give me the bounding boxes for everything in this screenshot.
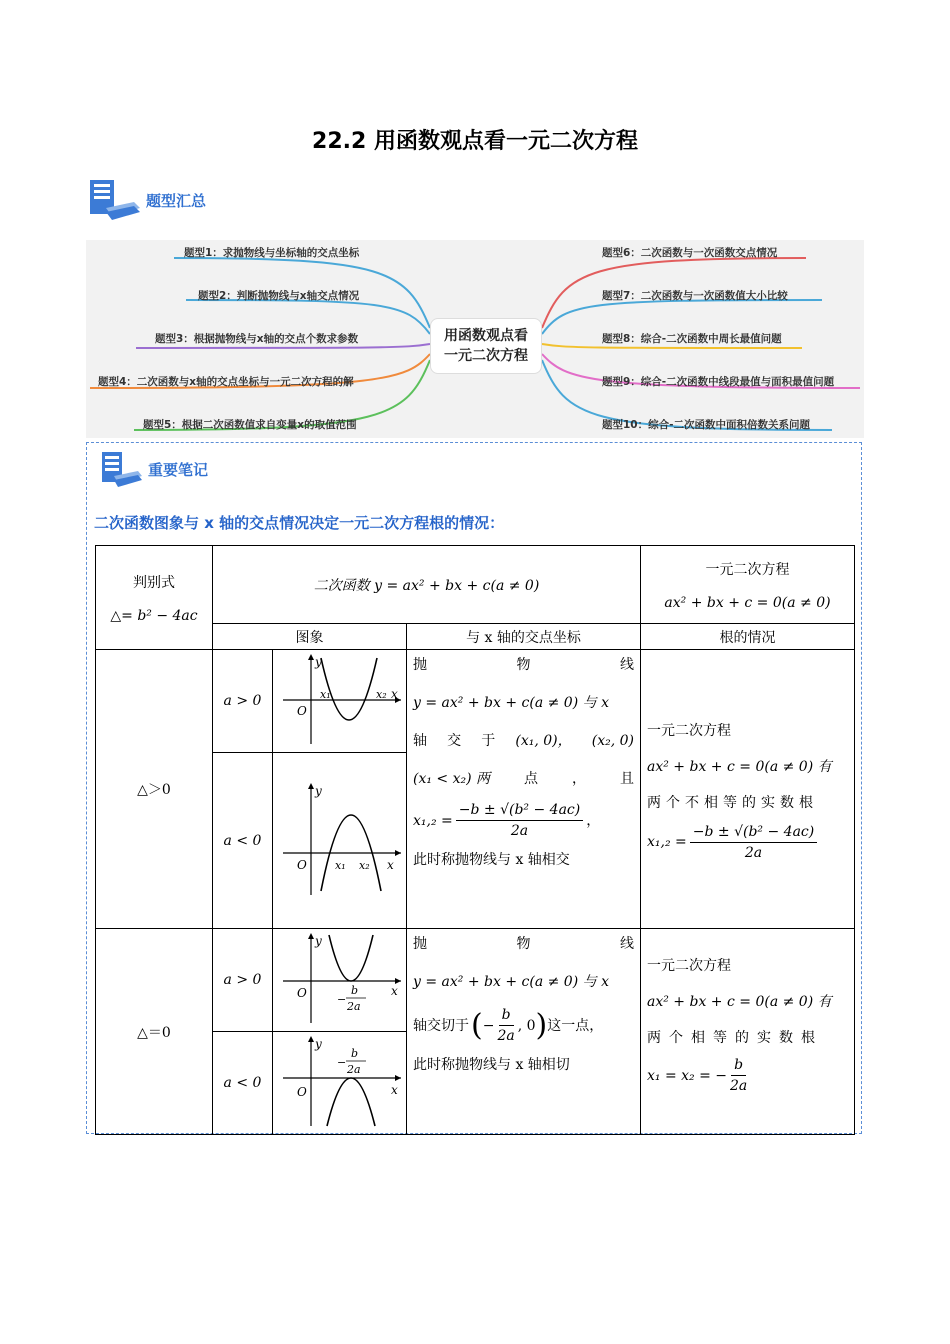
origin-label: O: [296, 857, 307, 872]
mindmap-item: 题型3：根据抛物线与x轴的交点个数求参数: [155, 333, 359, 345]
function-text: y = ax² + bx + c(a ≠ 0) 与 x: [413, 974, 609, 990]
section-label: 题型汇总: [146, 191, 207, 210]
a-positive: a > 0: [213, 650, 273, 753]
mindmap-item: 题型10：综合-二次函数中面积倍数关系问题: [602, 419, 810, 431]
text-fragment: 抛: [413, 657, 427, 673]
text-fragment: 且: [619, 771, 634, 787]
discriminant-table: [95, 545, 855, 1135]
root-formula: [413, 800, 634, 841]
intersections-positive: [407, 650, 641, 929]
books-icon: [100, 450, 144, 488]
mindmap-item: 题型8：综合-二次函数中周长最值问题: [602, 333, 782, 345]
x2-label: x₂: [358, 858, 370, 872]
parabola-up-tangent-graph: [275, 929, 405, 1027]
books-icon: [88, 178, 142, 222]
roots-positive: [641, 650, 855, 929]
a-positive: a > 0: [213, 929, 273, 1032]
axis-y-label: y: [314, 934, 322, 948]
graph-cell: [273, 929, 407, 1032]
parabola-up-two-roots-graph: [275, 650, 405, 748]
origin-label: O: [296, 1085, 307, 1099]
mindmap-item: 题型9：综合-二次函数中线段最值与面积最值问题: [602, 376, 835, 388]
axis-x-label: x: [390, 1083, 398, 1097]
function-text: y = ax² + bx + c(a ≠ 0) 与 x: [413, 695, 609, 711]
mindmap-center-line: 一元二次方程: [444, 348, 528, 364]
axis-x-label: x: [390, 984, 398, 998]
intersection-conclusion: 此时称抛物线与 x 轴相交: [413, 852, 570, 868]
mindmap-center: [430, 318, 542, 374]
roots-description: 两个不相等的实数根: [647, 794, 818, 811]
origin-label: O: [296, 704, 307, 718]
text-fragment: ，: [586, 812, 601, 829]
vertex-b-label: b: [350, 1047, 358, 1060]
vertex-2a-label: 2a: [346, 1063, 361, 1076]
formula-denominator: 2a: [744, 844, 763, 861]
origin-label: O: [296, 986, 307, 1000]
header-intersections: 与 x 轴的交点坐标: [407, 624, 641, 650]
text-fragment: 轴: [413, 733, 427, 749]
equation-text: ax² + bx + c = 0(a ≠ 0) 有: [647, 758, 832, 775]
axis-x-label: x: [386, 857, 394, 872]
formula-numerator: b: [731, 1055, 746, 1076]
header-formula: ax² + bx + c = 0(a ≠ 0): [664, 594, 831, 611]
equation-text: ax² + bx + c = 0(a ≠ 0) 有: [647, 994, 832, 1010]
formula-lhs: x₁ = x₂ = −: [647, 1067, 728, 1084]
mindmap-center-line: 用函数观点看: [444, 328, 528, 344]
section-header-notes: [100, 450, 208, 488]
section-label: 重要笔记: [148, 460, 209, 479]
mindmap-item: 题型5：根据二次函数值求自变量x的取值范围: [143, 419, 357, 431]
mindmap-item: 题型7：二次函数与一次函数值大小比较: [602, 290, 788, 302]
header-formula: △= b² − 4ac: [110, 607, 198, 624]
parabola-down-tangent-graph: [275, 1032, 405, 1130]
minus-sign: −: [336, 1056, 346, 1069]
branch-line: [186, 300, 430, 334]
text-fragment: 抛: [413, 936, 427, 952]
header-discriminant: [96, 546, 213, 650]
header-image: 图象: [213, 624, 407, 650]
header-label: 判别式: [133, 574, 175, 591]
header-label: 一元二次方程: [705, 561, 790, 578]
x2-label: x₂: [375, 688, 387, 701]
axis-y-label: y: [314, 783, 322, 798]
formula-lhs: x₁,₂ =: [413, 812, 453, 829]
axis-x-label: x: [390, 687, 398, 701]
a-negative: a < 0: [213, 1032, 273, 1135]
roots-title: 一元二次方程: [647, 958, 731, 974]
formula-denominator: 2a: [510, 823, 529, 839]
root-formula: [647, 1055, 848, 1096]
branch-line: [542, 300, 822, 334]
text-fragment: (x₁ < x₂) 两: [413, 771, 491, 787]
fraction-numerator: b: [499, 1005, 514, 1026]
text-fragment: 点: [524, 771, 539, 787]
mindmap-item: 题型2：判断抛物线与x轴交点情况: [198, 290, 360, 302]
intersections-zero: [407, 929, 641, 1135]
roots-title: 一元二次方程: [647, 722, 731, 739]
text-fragment: 于: [481, 733, 496, 749]
parabola-down-two-roots-graph: [275, 779, 405, 899]
text-fragment: 物: [516, 657, 531, 673]
roots-description: 两个相等的实数根: [647, 1030, 823, 1046]
intersection-conclusion: 此时称抛物线与 x 轴相切: [413, 1057, 570, 1073]
minus-sign: −: [336, 993, 346, 1006]
vertex-b-label: b: [350, 984, 358, 997]
text-fragment: 线: [620, 936, 634, 952]
graph-cell: [273, 650, 407, 753]
page-title: 22.2 用函数观点看一元二次方程: [312, 129, 638, 154]
header-function-text: 二次函数 y = ax² + bx + c(a ≠ 0): [313, 577, 540, 594]
mindmap-item: 题型4：二次函数与x轴的交点坐标与一元二次方程的解: [98, 376, 354, 388]
text-fragment: 线: [620, 657, 634, 673]
graph-cell: [273, 753, 407, 929]
x1-label: x₁: [334, 858, 346, 872]
axis-y-label: y: [314, 1037, 322, 1051]
notes-subtitle: 二次函数图象与 x 轴的交点情况决定一元二次方程根的情况：: [94, 514, 505, 532]
text-fragment: 交: [447, 733, 462, 749]
mindmap-item: 题型1：求抛物线与坐标轴的交点坐标: [184, 247, 360, 259]
formula-numerator: −b ± √(b² − 4ac): [456, 800, 583, 821]
graph-cell: [273, 1032, 407, 1135]
text-fragment: 这一点，: [547, 1017, 604, 1034]
roots-zero: [641, 929, 855, 1135]
x1-label: x₁: [319, 688, 331, 701]
formula-numerator: −b ± √(b² − 4ac): [690, 822, 817, 843]
tangent-point: 轴交切于 ( − $\frac{b}{2a}$ , 0 ) 这一点，: [413, 1007, 604, 1044]
formula-lhs: x₁,₂ =: [647, 834, 687, 850]
section-header-summary: [88, 178, 206, 222]
a-negative: a < 0: [213, 753, 273, 929]
mindmap-item: 题型6：二次函数与一次函数交点情况: [602, 247, 778, 259]
text-fragment: ，: [572, 771, 586, 787]
fraction-denominator: 2a: [497, 1028, 515, 1044]
axis-y-label: y: [314, 655, 322, 669]
disc-positive: △＞0: [96, 650, 213, 929]
header-equation: [641, 546, 855, 624]
point-x2: (x₂, 0): [591, 733, 634, 749]
root-formula: [647, 822, 848, 863]
disc-zero: △＝0: [96, 929, 213, 1135]
header-roots: 根的情况: [641, 624, 855, 650]
text-fragment: 轴交切于: [413, 1017, 469, 1034]
formula-denominator: 2a: [730, 1078, 748, 1094]
header-function: [213, 546, 641, 624]
text-fragment: 物: [516, 936, 531, 952]
point-x1: (x₁, 0)，: [515, 733, 572, 749]
vertex-2a-label: 2a: [346, 1000, 361, 1013]
